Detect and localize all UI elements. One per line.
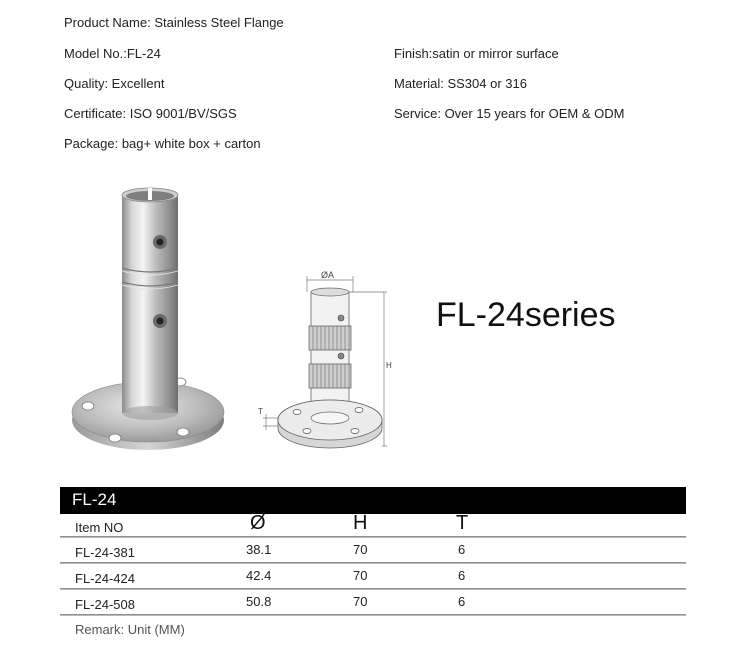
cell-height: 70 — [353, 542, 368, 557]
cell-thickness: 6 — [458, 542, 466, 557]
table-title-bar — [60, 487, 686, 514]
technical-drawing — [255, 268, 400, 458]
table-divider — [60, 588, 686, 590]
cell-diameter: 50.8 — [246, 594, 272, 609]
dim-a-label: ØA — [321, 270, 335, 280]
cell-height: 70 — [353, 594, 368, 609]
spec-product-name: Product Name: Stainless Steel Flange — [64, 15, 284, 30]
header-item-no: Item NO — [75, 520, 124, 535]
dim-h-label: H — [386, 361, 392, 370]
spec-finish: Finish:satin or mirror surface — [394, 46, 559, 61]
cell-diameter: 42.4 — [246, 568, 272, 583]
spec-model-no: Model No.:FL-24 — [64, 46, 161, 61]
cell-item: FL-24-424 — [75, 571, 135, 586]
header-height: H — [353, 512, 368, 534]
spec-quality: Quality: Excellent — [64, 76, 165, 91]
cell-item: FL-24-508 — [75, 597, 135, 612]
cell-height: 70 — [353, 568, 368, 583]
cell-diameter: 38.1 — [246, 542, 272, 557]
product-photo — [68, 180, 228, 470]
dim-t-label: T — [258, 407, 263, 416]
series-title: FL-24series — [436, 296, 616, 334]
cell-thickness: 6 — [458, 568, 466, 583]
remark-text: Remark: Unit (MM) — [75, 622, 185, 637]
cell-thickness: 6 — [458, 594, 466, 609]
header-diameter: Ø — [250, 512, 266, 534]
spec-material: Material: SS304 or 316 — [394, 76, 527, 91]
table-divider — [60, 614, 686, 616]
table-title: FL-24 — [72, 490, 117, 509]
spec-package: Package: bag+ white box + carton — [64, 136, 261, 151]
cell-item: FL-24-381 — [75, 545, 135, 560]
table-divider — [60, 562, 686, 564]
table-divider — [60, 536, 686, 538]
spec-certificate: Certificate: ISO 9001/BV/SGS — [64, 106, 237, 121]
spec-service: Service: Over 15 years for OEM & ODM — [394, 106, 625, 121]
header-thickness: T — [456, 512, 469, 534]
